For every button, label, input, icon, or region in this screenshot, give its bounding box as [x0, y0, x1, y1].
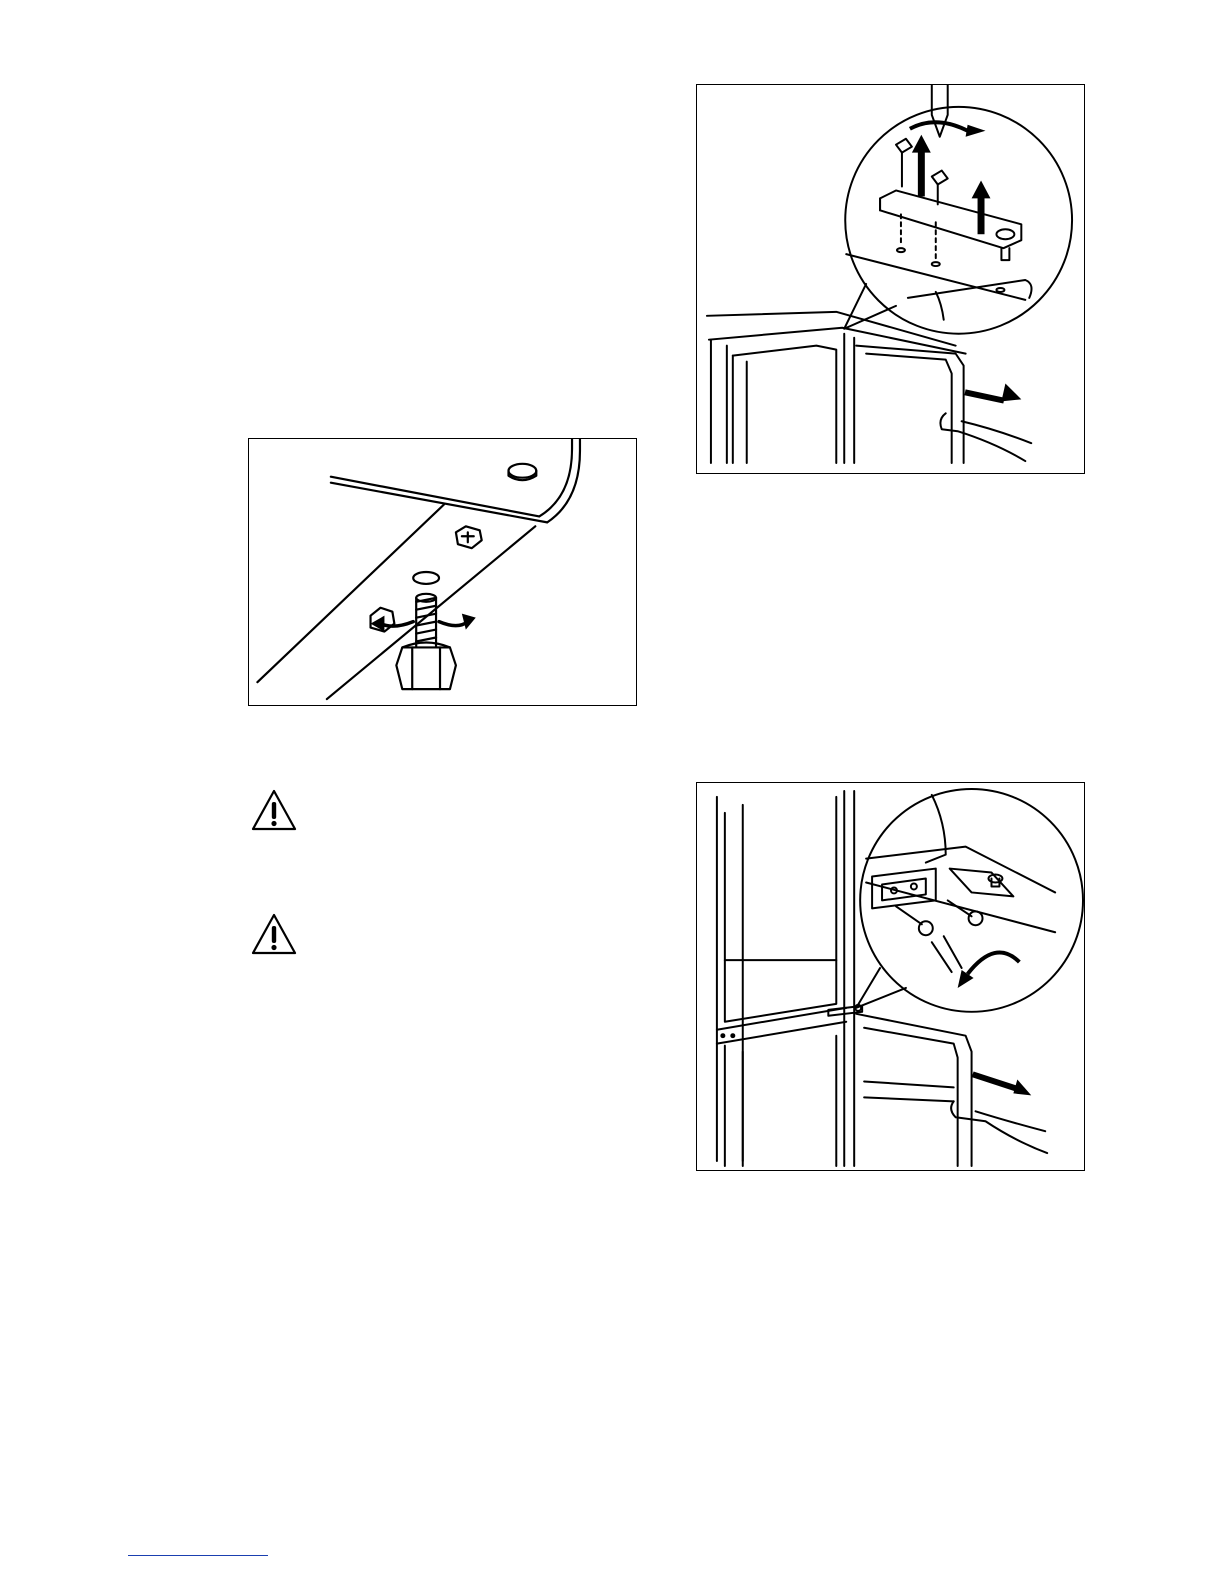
warning-triangle-icon: [250, 912, 298, 956]
warning-triangle-icon: [250, 788, 298, 832]
top-hinge-figure: [696, 84, 1085, 474]
leveling-foot-illustration: [249, 439, 636, 705]
top-hinge-illustration: [697, 85, 1084, 473]
leveling-foot-figure: [248, 438, 637, 706]
middle-hinge-figure: [696, 782, 1085, 1171]
footer-link-underline[interactable]: [128, 1555, 268, 1556]
middle-hinge-illustration: [697, 783, 1084, 1170]
